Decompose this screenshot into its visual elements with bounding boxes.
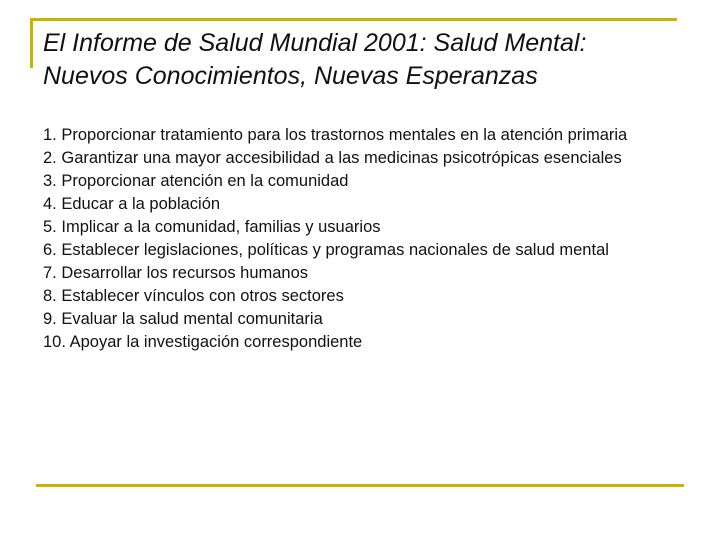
list-item-text: Apoyar la investigación correspondiente (69, 333, 363, 351)
accent-line-bottom (36, 484, 684, 487)
list-item-number: 8. (43, 287, 57, 305)
list-item-number: 7. (43, 264, 57, 282)
list-item-text: Proporcionar tratamiento para los trastornos mentales en la atención primaria (61, 126, 628, 144)
list-item (43, 219, 683, 236)
list-item-text: Desarrollar los recursos humanos (61, 264, 309, 282)
list-item-number: 9. (43, 310, 57, 328)
list-item-number: 3. (43, 172, 57, 190)
list-item-number: 5. (43, 218, 57, 236)
list-item-number: 6. (43, 241, 57, 259)
slide-title-line-1: El Informe de Salud Mundial 2001: Salud Mental: (43, 29, 587, 57)
list-item (43, 127, 683, 144)
accent-line-left (30, 18, 33, 68)
list-item (43, 196, 683, 213)
list-item (43, 242, 683, 259)
list-item-text: Establecer legislaciones, políticas y programas nacionales de salud mental (61, 241, 609, 259)
list-item-text: Educar a la población (61, 195, 221, 213)
slide-title (43, 27, 683, 93)
list-item-text: Evaluar la salud mental comunitaria (61, 310, 323, 328)
list-item (43, 173, 683, 190)
list-item (43, 311, 683, 328)
slide-title-line-2: Nuevos Conocimientos, Nuevas Esperanzas (43, 62, 538, 90)
list-item-number: 10. (43, 333, 66, 351)
list-item-text: Proporcionar atención en la comunidad (61, 172, 349, 190)
list-item (43, 265, 683, 282)
recommendation-list (43, 127, 683, 357)
list-item-number: 2. (43, 149, 57, 167)
list-item (43, 150, 683, 167)
accent-line-top (30, 18, 677, 21)
list-item (43, 288, 683, 305)
list-item (43, 334, 683, 351)
list-item-text: Establecer vínculos con otros sectores (61, 287, 344, 305)
list-item-number: 4. (43, 195, 57, 213)
list-item-number: 1. (43, 126, 57, 144)
list-item-text: Garantizar una mayor accesibilidad a las medicinas psicotrópicas esenciales (61, 149, 622, 167)
list-item-text: Implicar a la comunidad, familias y usuarios (61, 218, 381, 236)
